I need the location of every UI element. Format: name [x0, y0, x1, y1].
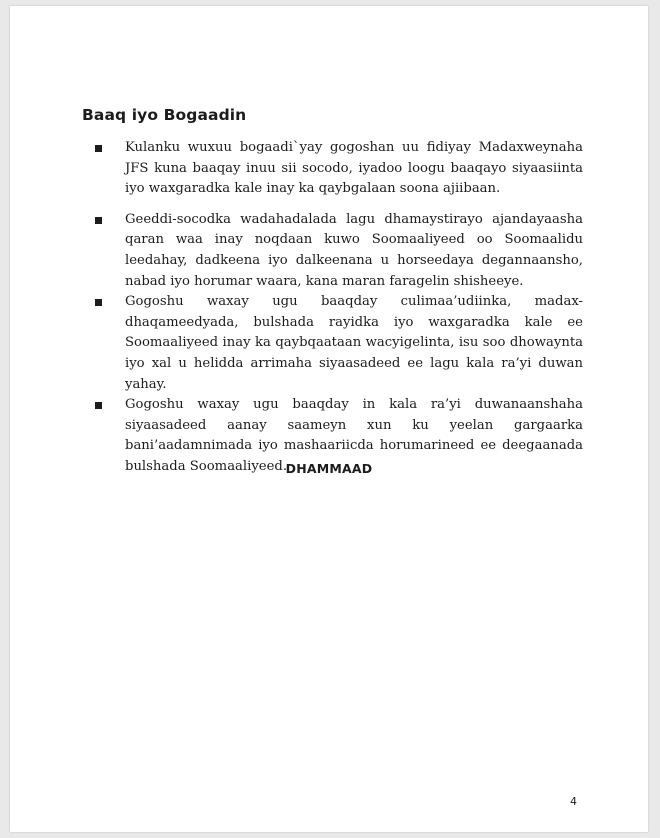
list-item	[95, 210, 583, 292]
bullet-text: Geeddi-socodka wadahadalada lagu dhamaystirayo ajandayaasha qaran waa inay noqdaan kuwo Soomaaliyeed oo Soomaalidu leedahay, dadkeena iyo dalkeenana u horseedaya degannaansho, nabad iyo horumar waara, kana maran faragelin shisheeye.	[125, 211, 583, 289]
square-bullet-icon	[95, 217, 102, 224]
list-item	[95, 292, 583, 395]
document-page	[10, 6, 648, 832]
list-item	[95, 138, 583, 200]
square-bullet-icon	[95, 402, 102, 409]
bullet-list	[95, 138, 583, 478]
page-number: 4	[570, 795, 577, 808]
square-bullet-icon	[95, 145, 102, 152]
bullet-text: Gogoshu waxay ugu baaqday in kala ra’yi duwanaanshaha siyaasadeed aanay saameyn xun ku yeelan gargaarka bani’aadamnimada iyo mashaariicda horumarineed ee deegaanada bulshada Soomaaliyeed.	[125, 397, 583, 474]
bullet-text: Kulanku wuxuu bogaadi`yay gogoshan uu fidiyay Madaxweynaha JFS kuna baaqay inuu sii socodo, iyadoo loogu baaqayo siyaasiinta iyo waxgaradka kale inay ka qaybgalaan soona ajiibaan.	[125, 140, 583, 197]
section-heading: Baaq iyo Bogaadin	[82, 106, 247, 124]
closing-label: DHAMMAAD	[285, 461, 373, 476]
bullet-text: Gogoshu waxay ugu baaqday culimaa’udiinka, madax-dhaqameedyada, bulshada rayidka iyo waxgaradka kale ee Soomaaliyeed inay ka qaybqaataan wacyigelinta, isu soo dhowaynta iyo xal u helidda arrimaha siyaasadeed ee lagu kala ra’yi duwan yahay.	[125, 294, 583, 392]
square-bullet-icon	[95, 299, 102, 306]
